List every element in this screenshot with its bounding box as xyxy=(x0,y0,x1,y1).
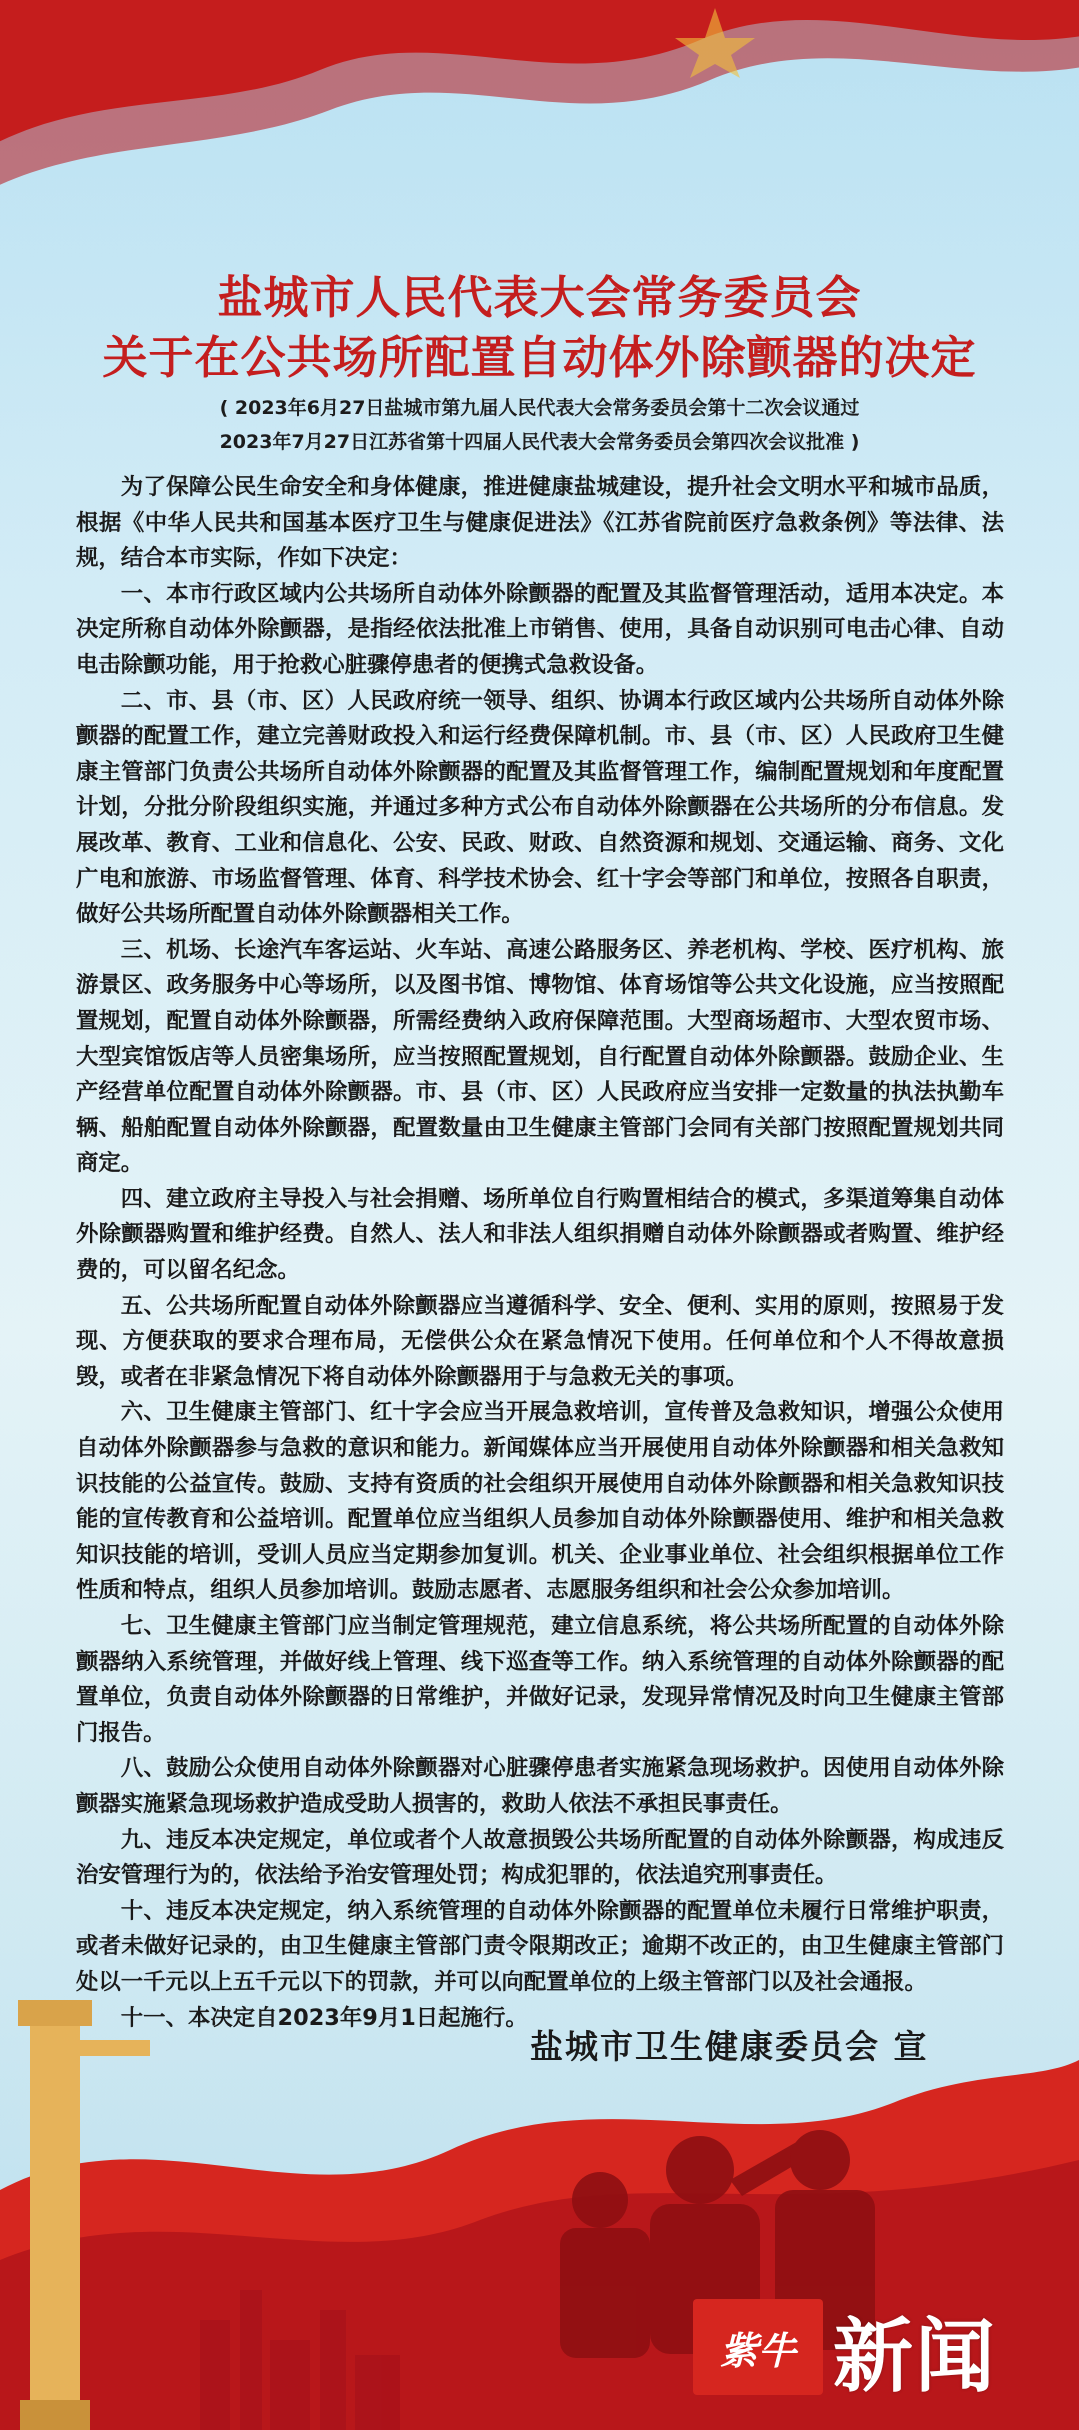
red-flag-banner xyxy=(0,0,1079,220)
title-line-1: 盐城市人民代表大会常务委员会 xyxy=(217,271,862,324)
subtitle-line-2: 2023年7月27日江苏省第十四届人民代表大会常务委员会第四次会议批准 ) xyxy=(219,431,860,453)
paragraph-article-4: 四、建立政府主导投入与社会捐赠、场所单位自行购置相结合的模式，多渠道筹集自动体外除颤器购置和维护经费。自然人、法人和非法人组织捐赠自动体外除颤器或者购置、维护经费的，可以留名纪念。 xyxy=(76,1185,1004,1284)
paragraph-article-3: 三、机场、长途汽车客运站、火车站、高速公路服务区、养老机构、学校、医疗机构、旅游景区、政务服务中心等场所，以及图书馆、博物馆、体育场馆等公共文化设施，应当按照配置规划，配置自动体外除颤器，所需经费纳入政府保障范围。大型商场超市、大型农贸市场、大型宾馆饭店等人员密集场所，应当按照配置规划，自行配置自动体外除颤器。鼓励企业、生产经营单位配置自动体外除颤器。市、县（市、区）人民政府应当安排一定数量的执法执勤车辆、船舶配置自动体外除颤器，配置数量由卫生健康主管部门会同有关部门按照配置规划共同商定。 xyxy=(76,936,1004,1177)
document-body xyxy=(76,470,1004,2036)
title-line-2: 关于在公共场所配置自动体外除颤器的决定 xyxy=(102,331,977,384)
paragraph-article-9: 九、违反本决定规定，单位或者个人故意损毁公共场所配置的自动体外除颤器，构成违反治安管理行为的，依法给予治安管理处罚；构成犯罪的，依法追究刑事责任。 xyxy=(76,1826,1004,1889)
emblem-star-icon xyxy=(655,0,775,80)
paragraph-article-10: 十、违反本决定规定，纳入系统管理的自动体外除颤器的配置单位未履行日常维护职责，或者未做好记录的，由卫生健康主管部门责令限期改正；逾期不改正的，由卫生健康主管部门处以一千元以上五千元以下的罚款，并可以向配置单位的上级主管部门以及社会通报。 xyxy=(76,1897,1004,1995)
subtitle-line-1: ( 2023年6月27日盐城市第九届人民代表大会常务委员会第十二次会议通过 xyxy=(219,397,860,419)
zi-niu-logo: 紫牛 xyxy=(693,2299,823,2395)
paragraph-article-6: 六、卫生健康主管部门、红十字会应当开展急救培训，宣传普及急救知识，增强公众使用自动体外除颤器参与急救的意识和能力。新闻媒体应当开展使用自动体外除颤器和相关急救知识技能的公益宣传。鼓励、支持有资质的社会组织开展使用自动体外除颤器和相关急救知识技能的宣传教育和公益培训。配置单位应当组织人员参加自动体外除颤器使用、维护和相关急救知识技能的培训，受训人员应当定期参加复训。机关、企业事业单位、社会组织根据单位工作性质和特点，组织人员参加培训。鼓励志愿者、志愿服务组织和社会公众参加培训。 xyxy=(76,1399,1004,1604)
paragraph-article-2: 二、市、县（市、区）人民政府统一领导、组织、协调本行政区域内公共场所自动体外除颤器的配置工作，建立完善财政投入和运行经费保障机制。市、县（市、区）人民政府卫生健康主管部门负责公共场所自动体外除颤器的配置及其监督管理工作，编制配置规划和年度配置计划，分批分阶段组织实施，并通过多种方式公布自动体外除颤器在公共场所的分布信息。发展改革、教育、工业和信息化、公安、民政、财政、自然资源和规划、交通运输、商务、文化广电和旅游、市场监督管理、体育、科学技术协会、红十字会等部门和单位，按照各自职责，做好公共场所配置自动体外除颤器相关工作。 xyxy=(76,687,1004,928)
paragraph-article-1: 一、本市行政区域内公共场所自动体外除颤器的配置及其监督管理活动，适用本决定。本决定所称自动体外除颤器，是指经依法批准上市销售、使用，具备自动识别可电击心律、自动电击除颤功能，用于抢救心脏骤停患者的便携式急救设备。 xyxy=(76,580,1004,678)
paragraph-article-5: 五、公共场所配置自动体外除颤器应当遵循科学、安全、便利、实用的原则，按照易于发现、方便获取的要求合理布局，无偿供公众在紧急情况下使用。任何单位和个人不得故意损毁，或者在非紧急情况下将自动体外除颤器用于与急救无关的事项。 xyxy=(76,1292,1004,1390)
news-logo-text: 新闻 xyxy=(833,2309,997,2403)
issuer-signature: 盐城市卫生健康委员会 宣 xyxy=(530,2027,929,2066)
paragraph-preamble: 为了保障公民生命安全和身体健康，推进健康盐城建设，提升社会文明水平和城市品质，根据《中华人民共和国基本医疗卫生与健康促进法》《江苏省院前医疗急救条例》等法律、法规，结合本市实际，作如下决定： xyxy=(76,474,1004,572)
paragraph-article-8: 八、鼓励公众使用自动体外除颤器对心脏骤停患者实施紧急现场救护。因使用自动体外除颤器实施紧急现场救护造成受助人损害的，救助人依法不承担民事责任。 xyxy=(76,1755,1004,1817)
paragraph-article-7: 七、卫生健康主管部门应当制定管理规范，建立信息系统，将公共场所配置的自动体外除颤器纳入系统管理，并做好线上管理、线下巡查等工作。纳入系统管理的自动体外除颤器的配置单位，负责自动体外除颤器的日常维护，并做好记录，发现异常情况及时向卫生健康主管部门报告。 xyxy=(76,1613,1004,1746)
title-block xyxy=(0,268,1079,456)
paragraph-article-11: 十一、本决定自2023年9月1日起施行。 xyxy=(120,2004,528,2031)
